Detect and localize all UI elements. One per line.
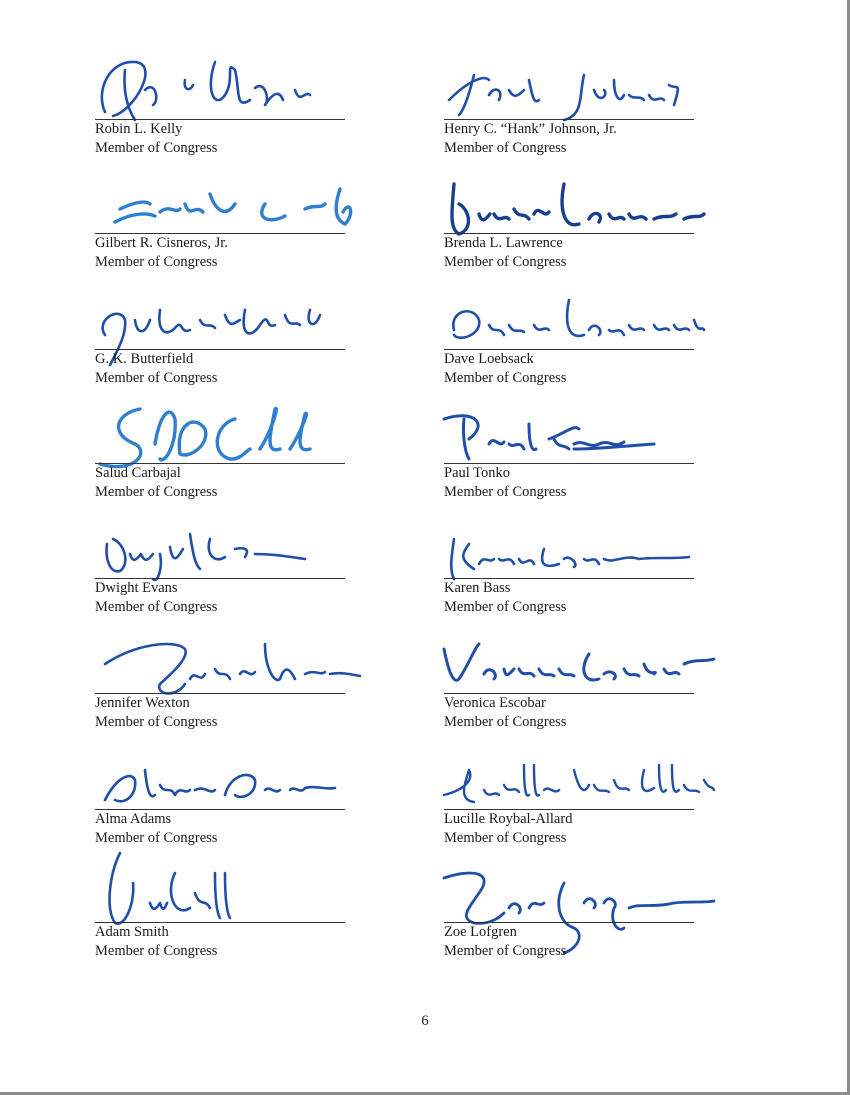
signature-line (95, 463, 345, 464)
signature-line (444, 809, 694, 810)
signature-line (444, 119, 694, 120)
signature-block-wexton (95, 624, 345, 739)
signature-line (444, 233, 694, 234)
signatory-name: Salud Carbajal (95, 465, 181, 481)
signatory-name: Veronica Escobar (444, 695, 546, 711)
signature-line (444, 349, 694, 350)
signature-line (444, 578, 694, 579)
signatory-name: G. K. Butterfield (95, 351, 194, 367)
signatory-title: Member of Congress (444, 830, 567, 846)
signature-block-johnson (444, 50, 694, 165)
signature-line (444, 463, 694, 464)
signature-block-lawrence (444, 164, 694, 279)
signature-line (95, 349, 345, 350)
signatory-title: Member of Congress (444, 140, 567, 156)
signatory-title: Member of Congress (95, 140, 218, 156)
signatory-title: Member of Congress (95, 254, 218, 270)
signature-line (95, 119, 345, 120)
signatory-name: Jennifer Wexton (95, 695, 190, 711)
signatory-title: Member of Congress (444, 484, 567, 500)
signature-line (95, 233, 345, 234)
signature-block-evans (95, 509, 345, 624)
signature-block-bass (444, 509, 694, 624)
signatory-title: Member of Congress (444, 370, 567, 386)
signatory-title: Member of Congress (444, 943, 567, 959)
signature-block-lofgren (444, 853, 694, 968)
signatory-name: Karen Bass (444, 580, 511, 596)
signatory-name: Alma Adams (95, 811, 172, 827)
signature-block-roybal-allard (444, 740, 694, 855)
signatory-title: Member of Congress (95, 599, 218, 615)
signature-block-kelly (95, 50, 345, 165)
signatory-title: Member of Congress (444, 714, 567, 730)
signature-block-smith (95, 853, 345, 968)
signatory-name: Robin L. Kelly (95, 121, 183, 137)
signature-line (95, 693, 345, 694)
signature-line (444, 693, 694, 694)
signature-line (95, 578, 345, 579)
signature-block-gilbert-cisneros (95, 164, 345, 279)
signatory-name: Lucille Roybal-Allard (444, 811, 573, 827)
signatory-title: Member of Congress (95, 943, 218, 959)
signature-line (95, 809, 345, 810)
signature-block-butterfield (95, 280, 345, 395)
signatory-name: Dave Loebsack (444, 351, 534, 367)
signature-line (95, 922, 345, 923)
signatory-name: Gilbert R. Cisneros, Jr. (95, 235, 228, 251)
signatory-title: Member of Congress (95, 484, 218, 500)
signatory-name: Dwight Evans (95, 580, 178, 596)
signatory-name: Henry C. “Hank” Johnson, Jr. (444, 121, 617, 137)
signature-block-adams (95, 740, 345, 855)
signature-block-loebsack (444, 280, 694, 395)
signature-block-tonko (444, 394, 694, 509)
signatory-title: Member of Congress (95, 370, 218, 386)
signatory-title: Member of Congress (95, 714, 218, 730)
signatory-title: Member of Congress (444, 599, 567, 615)
signatory-title: Member of Congress (444, 254, 567, 270)
page-number: 6 (421, 1013, 429, 1029)
signature-block-escobar (444, 624, 694, 739)
signatory-title: Member of Congress (95, 830, 218, 846)
signatory-name: Adam Smith (95, 924, 169, 940)
signature-block-carbajal (95, 394, 345, 509)
signatory-name: Paul Tonko (444, 465, 510, 481)
signatory-name: Zoe Lofgren (444, 924, 517, 940)
signature-line (444, 922, 694, 923)
signatory-name: Brenda L. Lawrence (444, 235, 563, 251)
